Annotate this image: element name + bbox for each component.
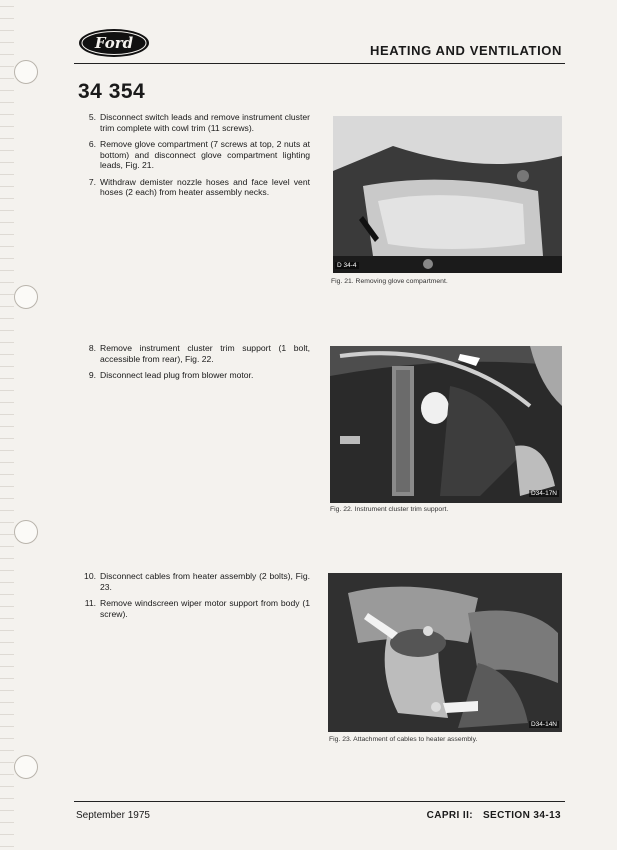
header-divider xyxy=(74,63,565,64)
step-text: Disconnect lead plug from blower motor. xyxy=(100,370,254,380)
footer-section xyxy=(417,810,561,821)
figure-23-photo xyxy=(328,573,562,732)
figure-21-photo xyxy=(333,116,562,273)
step-number: 8. xyxy=(88,343,96,353)
step-number: 7. xyxy=(88,176,96,187)
figure-22-caption: Fig. 22. Instrument cluster trim support. xyxy=(330,506,449,513)
step-item xyxy=(78,370,310,381)
step-item xyxy=(78,112,310,133)
step-item xyxy=(78,343,310,364)
step-number: 10. xyxy=(84,571,96,581)
figure-23-label: D34-14N xyxy=(530,721,557,728)
binder-edge xyxy=(0,0,14,850)
step-text: Disconnect switch leads and remove instrument cluster trim complete with cowl trim (11 screws). xyxy=(100,112,310,133)
page-header-title: HEATING AND VENTILATION xyxy=(370,43,562,58)
figure-21-label: D 34-4 xyxy=(337,262,357,269)
footer-date: September 1975 xyxy=(76,810,150,821)
steps-group-1 xyxy=(78,112,310,204)
step-item xyxy=(78,177,310,198)
step-text: Remove windscreen wiper motor support from body (1 screw). xyxy=(100,598,310,619)
step-item xyxy=(78,139,310,171)
punch-hole xyxy=(14,755,38,779)
step-text: Remove instrument cluster trim support (1 bolt, accessible from rear), Fig. 22. xyxy=(100,343,310,364)
section-number: 34 354 xyxy=(78,80,146,103)
figure-22-photo xyxy=(330,346,562,503)
steps-group-2 xyxy=(78,343,310,387)
footer-divider xyxy=(74,801,565,802)
step-text: Remove glove compartment (7 screws at top, 2 nuts at bottom) and disconnect glove compartment lighting leads, Fig. 21. xyxy=(100,139,310,170)
figure-23-caption: Fig. 23. Attachment of cables to heater assembly. xyxy=(329,736,478,743)
step-number: 11. xyxy=(84,598,96,608)
step-item xyxy=(78,571,310,592)
steps-group-3 xyxy=(78,571,310,625)
step-item xyxy=(78,598,310,619)
punch-hole xyxy=(14,285,38,309)
step-number: 6. xyxy=(88,139,96,149)
footer-section-number: SECTION 34-13 xyxy=(482,810,561,821)
figure-21-caption: Fig. 21. Removing glove compartment. xyxy=(331,278,448,285)
step-number: 5. xyxy=(88,112,96,122)
footer-model: CAPRI II: xyxy=(426,810,473,821)
punch-hole xyxy=(14,60,38,84)
step-number: 9. xyxy=(88,370,96,380)
step-text: Disconnect cables from heater assembly (2 bolts), Fig. 23. xyxy=(100,571,310,592)
step-text: Withdraw demister nozzle hoses and face level vent hoses (2 each) from heater assembly necks. xyxy=(100,176,310,197)
ford-logo xyxy=(78,28,150,58)
ford-logo-text: Ford xyxy=(94,34,134,52)
punch-hole xyxy=(14,520,38,544)
figure-22-label: D34-17N xyxy=(530,490,557,497)
